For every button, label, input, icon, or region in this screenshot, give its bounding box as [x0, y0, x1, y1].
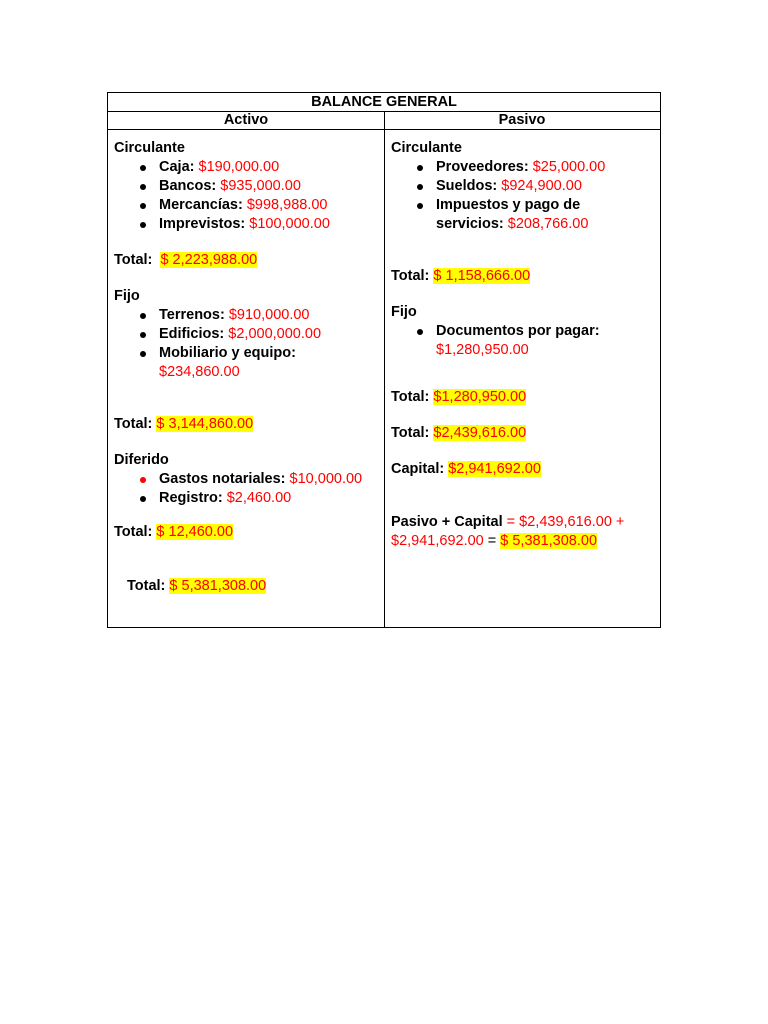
bullet-icon — [140, 184, 146, 190]
pasivo-fijo-heading: Fijo — [391, 304, 417, 320]
capital-total: Capital: $2,941,692.00 — [391, 461, 541, 477]
list-item: Imprevistos: $100,000.00 — [114, 215, 330, 234]
column-divider — [384, 112, 385, 628]
activo-circulante-total: Total: $ 2,223,988.00 — [114, 252, 258, 268]
activo-diferido-heading: Diferido — [114, 452, 169, 468]
balance-sheet-table — [107, 92, 661, 628]
activo-circulante-heading: Circulante — [114, 140, 185, 156]
activo-diferido-total: Total: $ 12,460.00 — [114, 524, 234, 540]
list-item: Sueldos: $924,900.00 — [391, 177, 582, 196]
bullet-icon — [140, 496, 146, 502]
list-item: Terrenos: $910,000.00 — [114, 306, 309, 325]
bullet-icon — [140, 477, 146, 483]
bullet-icon — [140, 165, 146, 171]
list-item: Edificios: $2,000,000.00 — [114, 325, 321, 344]
pasivo-fijo-total: Total: $1,280,950.00 — [391, 389, 527, 405]
activo-grand-total: Total: $ 5,381,308.00 — [127, 578, 267, 594]
list-item: Gastos notariales: $10,000.00 — [114, 470, 362, 489]
list-item: Mercancías: $998,988.00 — [114, 196, 328, 215]
bullet-icon — [140, 222, 146, 228]
pasivo-header: Pasivo — [498, 112, 546, 128]
pasivo-circulante-total: Total: $ 1,158,666.00 — [391, 268, 531, 284]
pasivo-total: Total: $2,439,616.00 — [391, 425, 527, 441]
bullet-icon — [140, 313, 146, 319]
list-item: Impuestos y pago de servicios: $208,766.00 — [391, 196, 616, 234]
pasivo-capital-equation: Pasivo + Capital = $2,439,616.00 + $2,941,692.00 = $ 5,381,308.00 — [391, 514, 625, 549]
list-item: Documentos por pagar: $1,280,950.00 — [391, 322, 600, 360]
bullet-icon — [140, 203, 146, 209]
list-item: Mobiliario y equipo: $234,860.00 — [114, 344, 296, 382]
activo-header: Activo — [223, 112, 269, 128]
list-item: Bancos: $935,000.00 — [114, 177, 301, 196]
bullet-icon — [140, 351, 146, 357]
table-title: BALANCE GENERAL — [108, 93, 660, 112]
bullet-icon — [417, 184, 423, 190]
list-item: Proveedores: $25,000.00 — [391, 158, 605, 177]
list-item: Caja: $190,000.00 — [114, 158, 279, 177]
pasivo-circulante-heading: Circulante — [391, 140, 462, 156]
bullet-icon — [417, 165, 423, 171]
activo-fijo-heading: Fijo — [114, 288, 140, 304]
bullet-icon — [417, 329, 423, 335]
bullet-icon — [140, 332, 146, 338]
bullet-icon — [417, 203, 423, 209]
activo-fijo-total: Total: $ 3,144,860.00 — [114, 416, 254, 432]
list-item: Registro: $2,460.00 — [114, 489, 291, 508]
